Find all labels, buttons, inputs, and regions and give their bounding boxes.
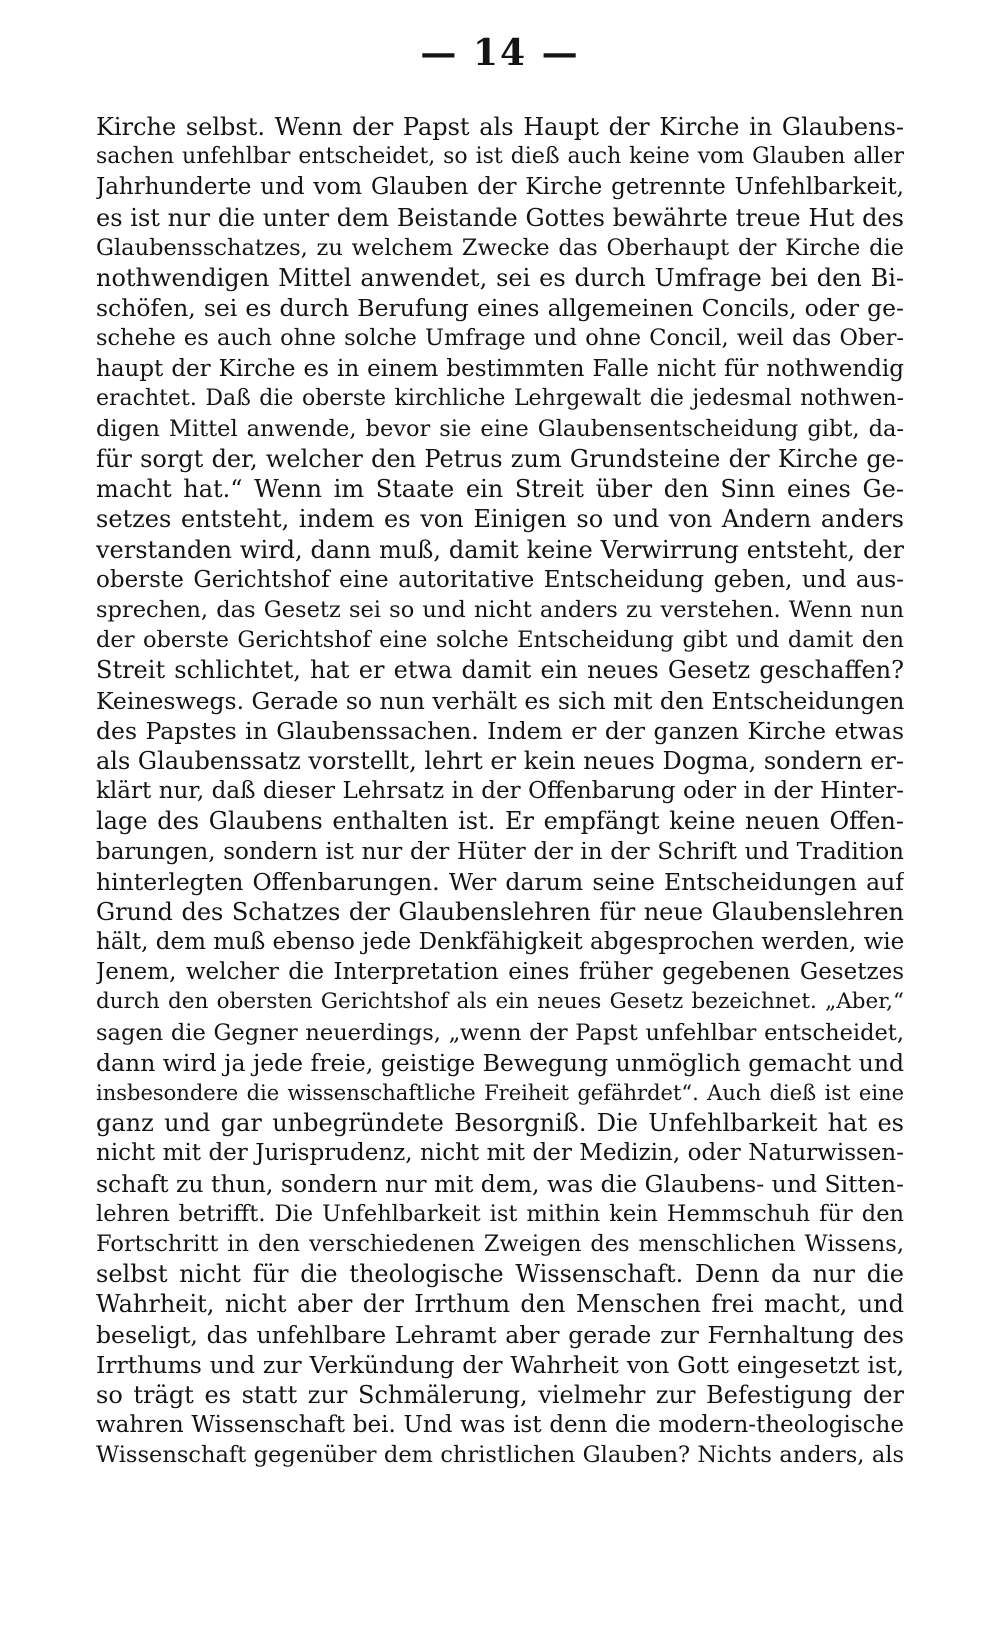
- text-line: als Glaubenssatz vorstellt, lehrt er kein neues Dogma, sondern er-: [96, 746, 904, 775]
- text-line: Kirche selbst. Wenn der Papst als Haupt der Kirche in Glaubens-: [96, 113, 904, 141]
- text-line: Streit schlichtet, hat er etwa damit ein neues Gesetz geschaffen?: [96, 656, 904, 685]
- text-line: setzes entsteht, indem es von Einigen so und von Andern anders: [96, 505, 904, 534]
- body-text: [96, 112, 904, 1470]
- text-line: hält, dem muß ebenso jede Denkfähigkeit abgesprochen werden, wie: [96, 929, 904, 956]
- text-line: so trägt es statt zur Schmälerung, vielmehr zur Befestigung der: [96, 1380, 904, 1409]
- text-line: oberste Gerichtshof eine autoritative Entscheidung geben, und aus-: [96, 566, 904, 593]
- text-line: Keineswegs. Gerade so nun verhält es sich mit den Entscheidungen: [96, 686, 904, 715]
- text-line: lage des Glaubens enthalten ist. Er empfängt keine neuen Offen-: [96, 807, 904, 836]
- text-line: dann wird ja jede freie, geistige Bewegung unmöglich gemacht und: [96, 1048, 904, 1077]
- text-line: sagen die Gegner neuerdings, „wenn der Papst unfehlbar entscheidet,: [96, 1019, 904, 1046]
- text-line: schöfen, sei es durch Berufung eines allgemeinen Concils, oder ge-: [96, 294, 904, 323]
- text-line: wahren Wissenschaft bei. Und was ist denn die modern-theologische: [96, 1412, 904, 1439]
- text-line: macht hat.“ Wenn im Staate ein Streit über den Sinn eines Ge-: [96, 475, 904, 504]
- text-line: für sorgt der, welcher den Petrus zum Grundsteine der Kirche ge-: [96, 445, 904, 474]
- text-line: erachtet. Daß die oberste kirchliche Lehrgewalt die jedesmal nothwen-: [96, 385, 904, 411]
- text-line: ganz und gar unbegründete Besorgniß. Die Unfehlbarkeit hat es: [96, 1109, 904, 1138]
- text-line: beseligt, das unfehlbare Lehramt aber gerade zur Fernhaltung des: [96, 1320, 904, 1349]
- page-number: — 14 —: [420, 32, 580, 74]
- text-line: Fortschritt in den verschiedenen Zweigen des menschlichen Wissens,: [96, 1230, 904, 1257]
- text-line: Wissenschaft gegenüber dem christlichen Glauben? Nichts anders, als: [96, 1442, 904, 1469]
- text-line: der oberste Gerichtshof eine solche Entscheidung gibt und damit den: [96, 627, 904, 654]
- text-line: Irrthums und zur Verkündung der Wahrheit von Gott eingesetzt ist,: [96, 1350, 904, 1379]
- text-line: verstanden wird, dann muß, damit keine Verwirrung entsteht, der: [96, 535, 904, 564]
- text-line: sprechen, das Gesetz sei so und nicht anders zu verstehen. Wenn nun: [96, 597, 904, 623]
- text-line: digen Mittel anwende, bevor sie eine Glaubensentscheidung gibt, da-: [96, 415, 904, 442]
- text-line: des Papstes in Glaubenssachen. Indem er der ganzen Kirche etwas: [96, 716, 904, 745]
- text-line: nothwendigen Mittel anwendet, sei es durch Umfrage bei den Bi-: [96, 263, 904, 292]
- text-line: haupt der Kirche es in einem bestimmten Falle nicht für nothwendig: [96, 355, 904, 382]
- text-line: Wahrheit, nicht aber der Irrthum den Menschen frei macht, und: [96, 1290, 904, 1319]
- text-line: Grund des Schatzes der Glaubenslehren für neue Glaubenslehren: [96, 897, 904, 926]
- text-line: es ist nur die unter dem Beistande Gottes bewährte treue Hut des: [96, 203, 904, 232]
- text-line: Jenem, welcher die Interpretation eines früher gegebenen Gesetzes: [96, 959, 904, 986]
- text-line: insbesondere die wissenschaftliche Freiheit gefährdet“. Auch dieß ist eine: [96, 1081, 904, 1105]
- text-line: nicht mit der Jurisprudenz, nicht mit der Medizin, oder Naturwissen-: [96, 1140, 904, 1167]
- text-line: Jahrhunderte und vom Glauben der Kirche getrennte Unfehlbarkeit,: [96, 174, 904, 201]
- text-line: lehren betrifft. Die Unfehlbarkeit ist mithin kein Hemmschuh für den: [96, 1200, 904, 1227]
- text-line: klärt nur, daß dieser Lehrsatz in der Offenbarung oder in der Hinter-: [96, 778, 904, 805]
- text-line: schaft zu thun, sondern nur mit dem, was die Glaubens- und Sitten-: [96, 1169, 904, 1198]
- text-line: sachen unfehlbar entscheidet, so ist dieß auch keine vom Glauben aller: [96, 144, 904, 170]
- text-line: hinterlegten Offenbarungen. Wer darum seine Entscheidungen auf: [96, 867, 904, 896]
- text-line: schehe es auch ohne solche Umfrage und ohne Concil, weil das Ober-: [96, 325, 904, 352]
- text-line: durch den obersten Gerichtshof als ein neues Gesetz bezeichnet. „Aber,“: [96, 989, 904, 1015]
- text-line: Glaubensschatzes, zu welchem Zwecke das Oberhaupt der Kirche die: [96, 234, 904, 261]
- text-line: selbst nicht für die theologische Wissenschaft. Denn da nur die: [96, 1260, 904, 1289]
- text-line: barungen, sondern ist nur der Hüter der in der Schrift und Tradition: [96, 838, 904, 865]
